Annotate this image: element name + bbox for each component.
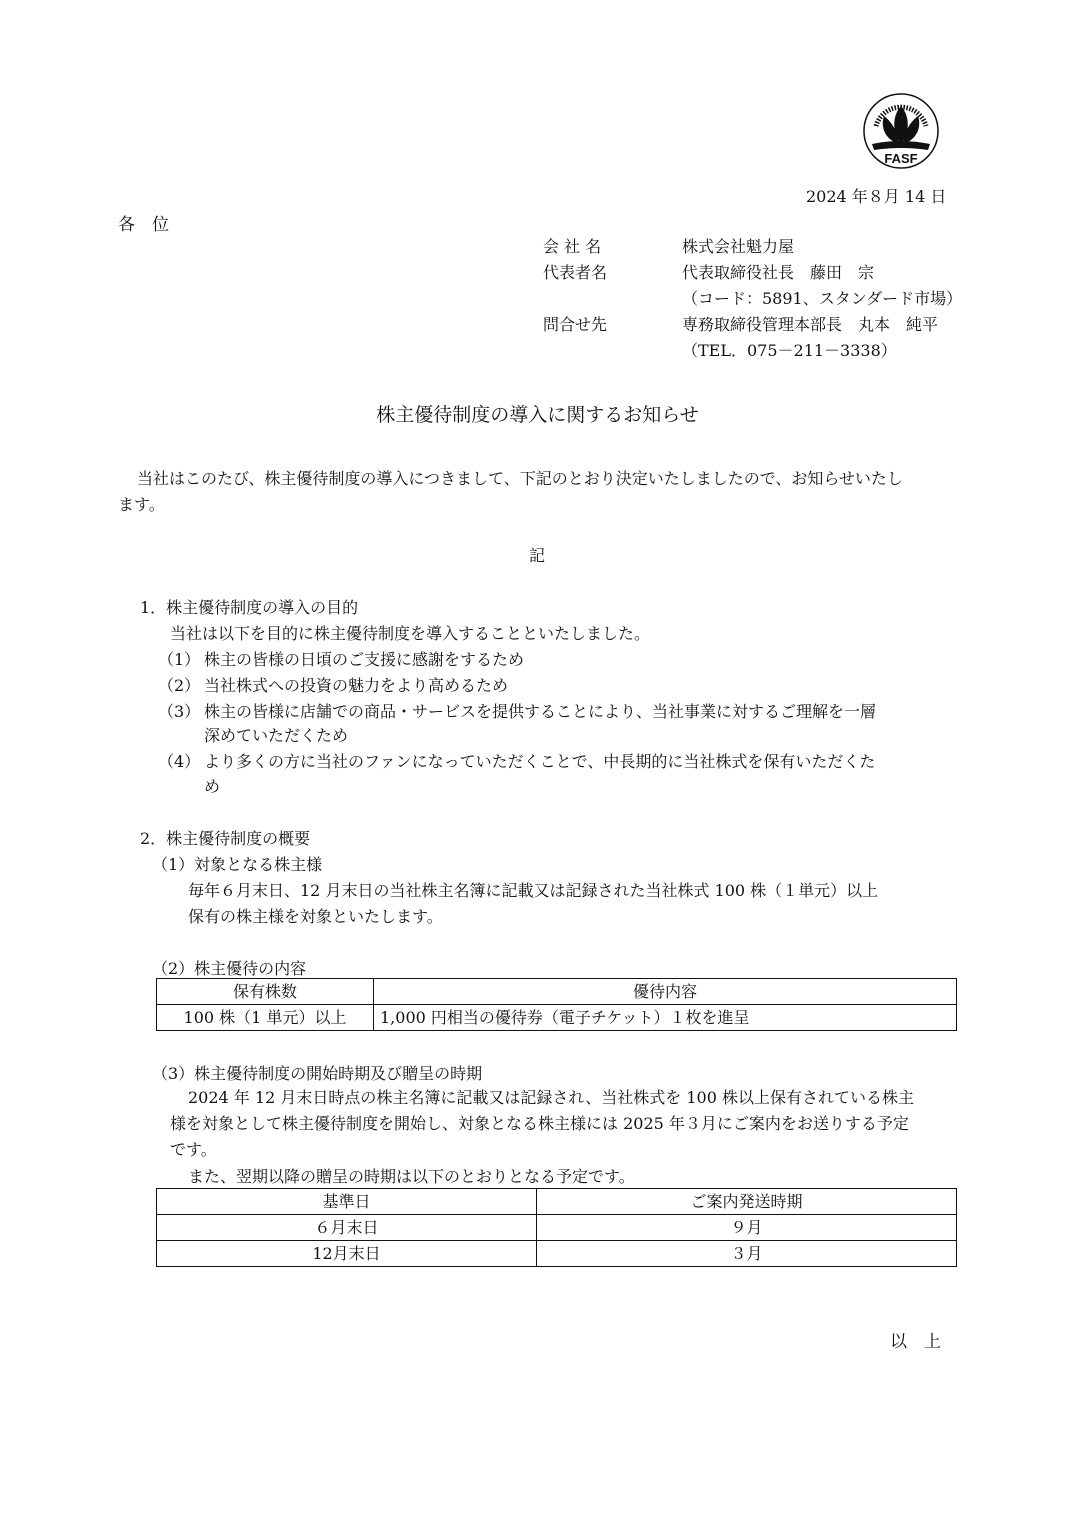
table-row bbox=[157, 1215, 957, 1241]
purpose-num-4: （4） bbox=[158, 752, 201, 771]
section2-sub1-line-1: 毎年６月末日、12 月末日の当社株主名簿に記載又は記録された当社株式 100 株（１単元）以上 bbox=[188, 881, 879, 900]
intro-line-1: 当社はこのたび、株主優待制度の導入につきまして、下記のとおり決定いたしましたので、お知らせいたし bbox=[137, 469, 903, 488]
purpose-item-4-line-1: より多くの方に当社のファンになっていただくことで、中長期的に当社株式を保有いただくた bbox=[204, 752, 876, 771]
table-cell: 100 株（1 単元）以上 bbox=[157, 1005, 374, 1031]
representative: 代表取締役社長 藤田 宗 bbox=[682, 263, 875, 282]
schedule-table bbox=[156, 1188, 957, 1267]
section2-sub1-heading: （1）対象となる株主様 bbox=[152, 855, 323, 874]
table-row bbox=[157, 1241, 957, 1267]
section1-lead: 当社は以下を目的に株主優待制度を導入することといたしました。 bbox=[170, 624, 651, 643]
document-title: 株主優待制度の導入に関するお知らせ bbox=[376, 404, 699, 426]
table-cell: ９月 bbox=[537, 1215, 957, 1241]
purpose-item-1: 株主の皆様の日頃のご支援に感謝をするため bbox=[204, 650, 525, 669]
section2-sub3-heading: （3）株主優待制度の開始時期及び贈呈の時期 bbox=[152, 1064, 483, 1083]
closing-mark: 以 上 bbox=[890, 1332, 941, 1352]
fasf-logo bbox=[862, 92, 940, 170]
contact-tel: （TEL．075－211－3338） bbox=[682, 341, 897, 360]
table-header-cell: ご案内発送時期 bbox=[537, 1189, 957, 1215]
purpose-num-2: （2） bbox=[158, 676, 201, 695]
section2-sub3-line-3: です。 bbox=[170, 1140, 217, 1159]
table-header-row bbox=[157, 1189, 957, 1215]
section1-heading: 1．株主優待制度の導入の目的 bbox=[140, 598, 359, 617]
addressee: 各 位 bbox=[118, 215, 169, 235]
table-cell: ３月 bbox=[537, 1241, 957, 1267]
purpose-item-2: 当社株式への投資の魅力をより高めるため bbox=[204, 676, 509, 695]
section2-heading: 2．株主優待制度の概要 bbox=[140, 829, 311, 848]
purpose-item-3-line-2: 深めていただくため bbox=[204, 726, 349, 745]
section2-sub3-lead2: また、翌期以降の贈呈の時期は以下のとおりとなる予定です。 bbox=[188, 1167, 635, 1186]
document-date: 2024 年８月 14 日 bbox=[806, 187, 947, 206]
section2-sub1-line-2: 保有の株主様を対象といたします。 bbox=[188, 907, 443, 926]
section2-sub2-heading: （2）株主優待の内容 bbox=[152, 959, 307, 978]
purpose-item-3-line-1: 株主の皆様に店舗での商品・サービスを提供することにより、当社事業に対するご理解を一層 bbox=[204, 702, 877, 721]
company-name: 株式会社魁力屋 bbox=[682, 237, 795, 256]
stock-code: （コード：5891、スタンダード市場） bbox=[682, 289, 963, 308]
section2-sub3-line-1: 2024 年 12 月末日時点の株主名簿に記載又は記録され、当社株式を 100 株以上保有されている株主 bbox=[188, 1088, 915, 1107]
section2-sub3-line-2: 様を対象として株主優待制度を開始し、対象となる株主様には 2025 年３月にご案内をお送りする予定 bbox=[170, 1114, 909, 1133]
purpose-item-4-line-2: め bbox=[204, 777, 221, 796]
table-cell: ６月末日 bbox=[157, 1215, 537, 1241]
table-row bbox=[157, 1005, 957, 1031]
intro-line-2: ます。 bbox=[118, 495, 165, 514]
table-header-cell: 優待内容 bbox=[374, 979, 957, 1005]
purpose-num-1: （1） bbox=[158, 650, 201, 669]
company-name-label: 会 社 名 bbox=[543, 237, 602, 256]
ki-heading: 記 bbox=[529, 546, 546, 565]
benefit-table bbox=[156, 978, 957, 1031]
contact-label: 問合せ先 bbox=[543, 315, 608, 334]
table-header-row bbox=[157, 979, 957, 1005]
table-cell: 1,000 円相当の優待券（電子チケット）１枚を進呈 bbox=[374, 1005, 957, 1031]
table-header-cell: 保有株数 bbox=[157, 979, 374, 1005]
representative-label: 代表者名 bbox=[543, 263, 608, 282]
purpose-num-3: （3） bbox=[158, 702, 201, 721]
table-cell: 12月末日 bbox=[157, 1241, 537, 1267]
contact: 専務取締役管理本部長 丸本 純平 bbox=[682, 315, 939, 334]
table-header-cell: 基準日 bbox=[157, 1189, 537, 1215]
logo-text: FASF bbox=[884, 151, 918, 166]
